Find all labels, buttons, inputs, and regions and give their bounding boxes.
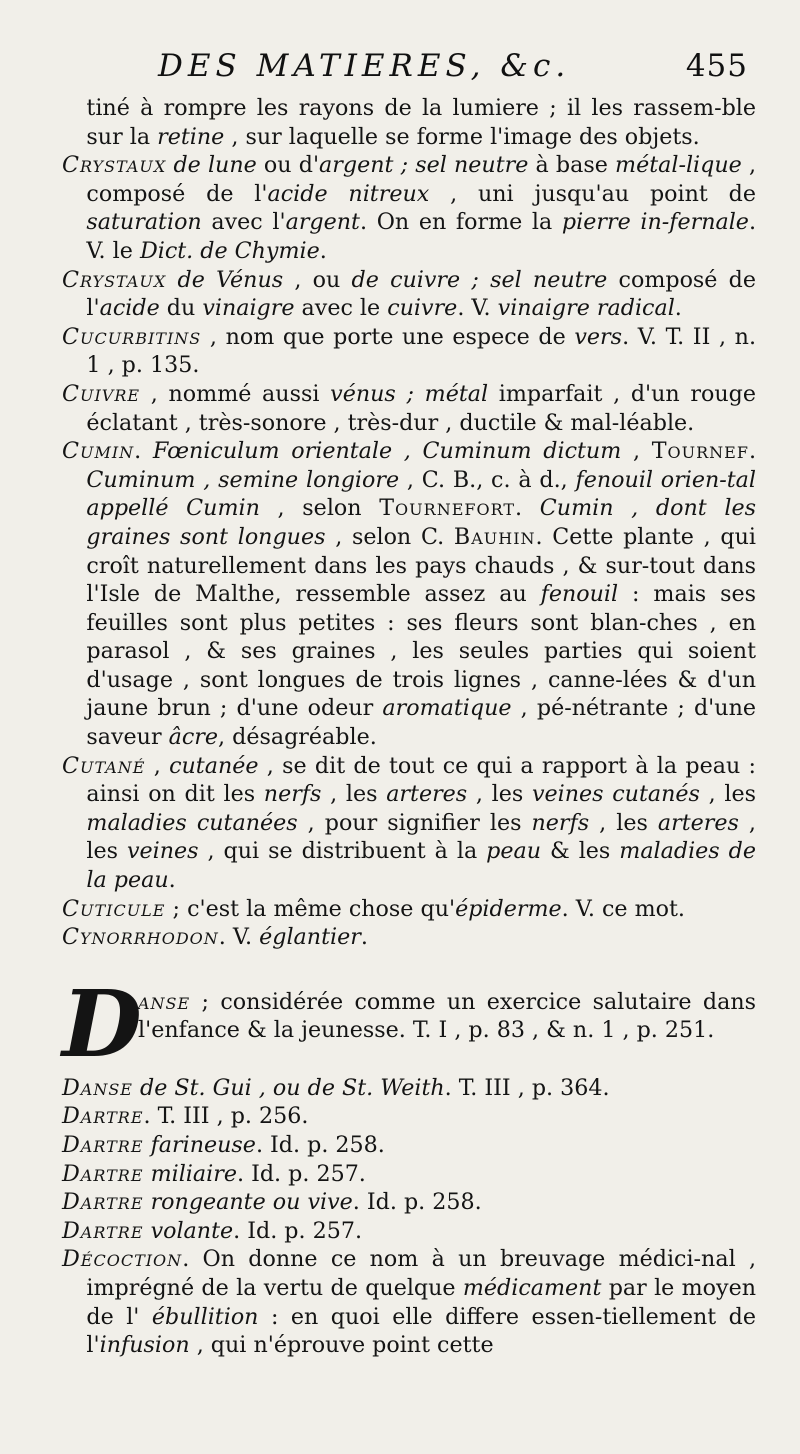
index-entry (62, 266, 756, 323)
headword: Danse (62, 1074, 133, 1101)
entry-text: . T. III , p. 364. (444, 1074, 610, 1101)
italic-term: Cuminum , semine longiore (86, 466, 400, 493)
italic-term: vénus ; métal (330, 380, 489, 407)
entry-text: à base (528, 152, 616, 179)
entry-text: , qui se distribuent à la (198, 838, 487, 865)
index-entry (62, 1102, 756, 1131)
italic-term: rongeante ou vive (143, 1189, 353, 1216)
entry-text: . T. III , p. 256. (143, 1103, 309, 1130)
italic-term: infusion (99, 1332, 190, 1359)
index-entry (62, 1074, 756, 1103)
index-entry (62, 94, 756, 151)
entry-text: . V. (457, 295, 498, 322)
c-entries (62, 94, 756, 952)
italic-term: médicament (462, 1274, 602, 1301)
index-entry (62, 1188, 756, 1217)
entry-text: ; c'est la même chose qu' (165, 895, 456, 922)
headword: Cuticule (62, 895, 166, 922)
entry-text: : en quoi elle differe essen-tiellement de l' (86, 1303, 756, 1359)
headword: Tournef (651, 438, 749, 465)
entry-text: , nom que porte une espece de (201, 323, 575, 350)
d-section-first-entry (62, 969, 756, 1078)
italic-term: arteres (657, 809, 739, 836)
entry-text: . (360, 924, 368, 951)
italic-term: de St. Gui , ou de St. Weith (132, 1074, 445, 1101)
entry-text: & les (541, 838, 620, 865)
entry-text: , selon (259, 495, 380, 522)
italic-term: fenouil orien-tal appellé Cumin (86, 466, 756, 522)
italic-term: fenouil (540, 581, 619, 608)
entry-text: , sur laquelle se forme l'image des objets. (224, 123, 700, 150)
running-head (62, 48, 756, 94)
dropcap-letter: D (62, 969, 142, 1078)
italic-term: cuivre (387, 295, 458, 322)
entry-text: , nommé aussi (140, 380, 331, 407)
entry-text: avec l' (201, 209, 286, 236)
italic-term: cutanée (169, 752, 259, 779)
entry-text: . V. (218, 924, 260, 951)
index-entry (62, 323, 756, 380)
entry-text: . (674, 295, 682, 322)
entry-text: , composé de l' (86, 152, 756, 207)
entry-text: imparfait , d'un rouge éclatant , très-sonore , très-dur , ductile & mal-léable. (86, 380, 757, 436)
headword: Tournefort (379, 495, 516, 522)
entry-text: , ou (283, 266, 352, 293)
headword: Cynorrhodon (62, 924, 219, 951)
entry-text: . Id. p. 258. (255, 1132, 385, 1158)
entry-text: . (515, 495, 540, 522)
index-entry (62, 1217, 756, 1246)
entry-text: , pour signifier les (297, 809, 532, 836)
index-entry (62, 923, 756, 952)
index-entry (62, 895, 756, 924)
headword: Crystaux (62, 152, 167, 179)
headword: Cucurbitins (62, 323, 202, 350)
italic-term: argent ; sel neutre (319, 152, 529, 179)
entry-text: . On donne ce nom à un breuvage médici-nal , imprégné de la vertu de quelque (86, 1246, 756, 1301)
italic-term: veines (126, 838, 199, 865)
entry-text: ou d' (256, 152, 320, 179)
italic-term: farineuse (143, 1132, 256, 1158)
entry-text: , C. B., c. à d., (399, 466, 576, 493)
entry-text: . (168, 867, 176, 894)
headword: Dartre (62, 1160, 144, 1187)
italic-term: acide (99, 295, 160, 322)
entry-text: . Cette plante , qui croît naturellement dans les pays chauds , & sur-tout dans l'Isle de Malthe, ressemble assez au (86, 523, 756, 608)
entry-text: . On en forme la (359, 209, 562, 236)
entry-text: . (134, 438, 153, 465)
italic-term: argent (285, 209, 360, 236)
italic-term: volante (143, 1217, 234, 1244)
entry-text: . Id. p. 257. (233, 1217, 363, 1244)
italic-term: retine (157, 123, 225, 150)
italic-term: Fœniculum orientale , Cuminum dictum (152, 438, 622, 465)
entry-text: par le moyen de l' (86, 1274, 756, 1330)
italic-term: saturation (86, 209, 202, 236)
italic-term: aromatique (382, 695, 512, 722)
entry-text: du (159, 295, 203, 322)
italic-term: ébullition (151, 1303, 259, 1330)
entry-text: , pé-nétrante ; d'une saveur (86, 695, 756, 751)
entry-text: . (748, 438, 756, 465)
italic-term: de Vénus (166, 266, 284, 293)
entry-text: , (145, 752, 170, 779)
entry-text: , se dit de tout ce qui a rapport à la peau : ainsi on dit les (86, 752, 756, 808)
italic-term: arteres (386, 781, 468, 808)
index-entry (62, 380, 756, 437)
index-entry (62, 1160, 756, 1189)
italic-term: maladies cutanées (86, 809, 298, 836)
entry-text: . Id. p. 257. (236, 1160, 366, 1187)
index-entry (138, 988, 756, 1045)
italic-term: acide nitreux (267, 180, 430, 207)
italic-term: métal-lique (615, 152, 742, 179)
running-title: DES MATIERES, &c. (158, 48, 571, 84)
entry-text: composé de l' (86, 266, 756, 322)
entry-text: : mais ses feuilles sont plus petites : ses fleurs sont blan-ches , en parasol , & ses graines , les seules parties qui soient d'usage , sont longues de trois lignes , canne-lées & d'un jaune brun ; d'une odeur (86, 581, 756, 722)
italic-term: miliaire (143, 1160, 237, 1187)
headword: Dartre (62, 1189, 144, 1216)
italic-term: de lune (166, 152, 257, 179)
headword: anse (138, 988, 191, 1015)
italic-term: pierre in-fernale (561, 209, 749, 236)
italic-term: vers (574, 323, 623, 350)
entry-text: , les (321, 781, 387, 808)
italic-term: âcre (168, 724, 219, 751)
headword: Cuivre (62, 380, 141, 407)
entry-text: , qui n'éprouve point cette (189, 1332, 494, 1359)
index-entry (62, 752, 756, 895)
headword: Cutané (62, 752, 146, 779)
entry-text: , selon C. (325, 523, 454, 550)
entry-text: . V. le (86, 209, 756, 264)
index-entry (62, 151, 756, 265)
page-number: 455 (685, 48, 748, 84)
entry-text: . V. T. II , n. 1 , p. 135. (86, 323, 757, 379)
italic-term: veines cutanés (531, 781, 700, 808)
italic-term: Cumin , dont les graines sont longues (86, 495, 756, 550)
index-body (62, 94, 756, 1360)
headword: Dartre (62, 1103, 144, 1130)
headword: Bauhin (453, 523, 536, 550)
entry-text: , les (699, 781, 756, 808)
entry-text: , les (467, 781, 532, 808)
entry-text: , uni jusqu'au point de (429, 180, 756, 207)
headword: Dartre (62, 1132, 144, 1158)
headword: Décoction (62, 1246, 183, 1273)
entry-text: . V. ce mot. (561, 895, 685, 922)
index-entry (62, 1245, 756, 1359)
headword: Dartre (62, 1217, 144, 1244)
italic-term: peau (486, 838, 542, 865)
entry-text: . Id. p. 258. (352, 1189, 482, 1216)
entry-text: avec le (294, 295, 388, 322)
entry-text: , les (86, 809, 756, 865)
entry-text: ; considérée comme un exercice salutaire dans l'enfance & la jeunesse. T. I , p. 83 , & n. 1 , p. 251. (138, 988, 756, 1044)
italic-term: vinaigre (202, 295, 295, 322)
index-entry (62, 437, 756, 752)
italic-term: maladies de la peau (86, 838, 756, 894)
headword: Cumin (62, 438, 135, 465)
italic-term: nerfs (263, 781, 322, 808)
italic-term: épiderme (455, 895, 562, 922)
italic-term: nerfs (531, 809, 590, 836)
entry-text: tiné à rompre les rayons de la lumiere ; il les rassem-ble sur la (86, 95, 756, 150)
italic-term: Dict. de Chymie (139, 237, 320, 264)
entry-text: . (319, 237, 327, 264)
entry-text: , désagréable. (218, 724, 377, 751)
entry-text: , (621, 438, 652, 465)
entry-text: , les (589, 809, 658, 836)
section-gap (62, 952, 756, 988)
italic-term: vinaigre radical (497, 295, 675, 322)
headword: Crystaux (62, 266, 167, 293)
italic-term: églantier (259, 924, 361, 951)
index-entry (62, 1131, 756, 1160)
italic-term: de cuivre ; sel neutre (351, 266, 608, 293)
d-entries (62, 1074, 756, 1360)
